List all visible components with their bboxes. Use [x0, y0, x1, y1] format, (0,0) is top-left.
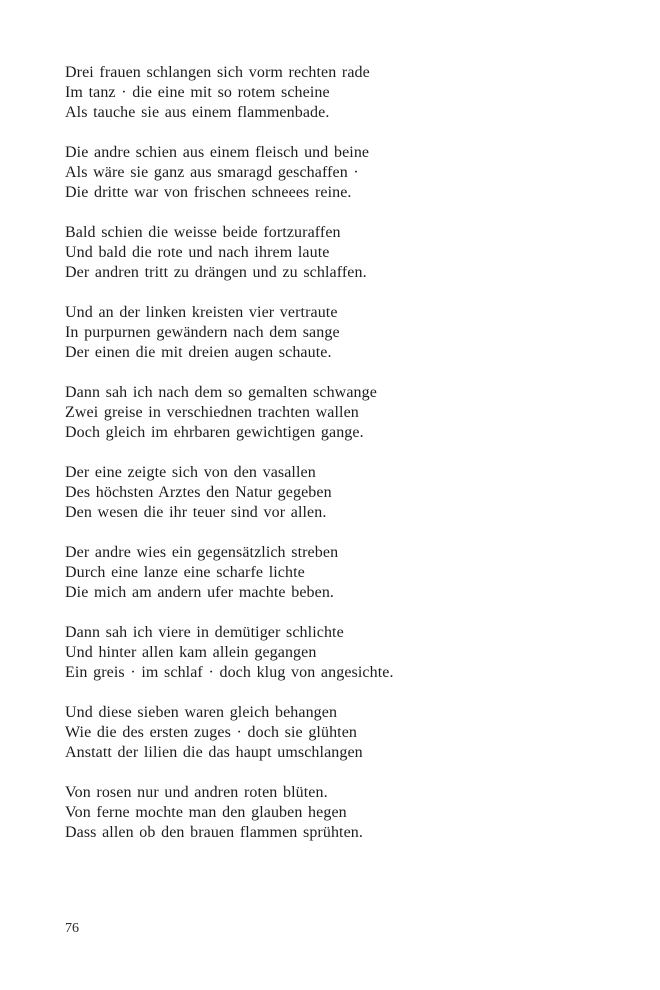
poem-line: Der eine zeigte sich von den vasallen	[65, 464, 316, 481]
poem-line: Als wäre sie ganz aus smaragd geschaffen ·	[65, 164, 359, 181]
poem-line: Dann sah ich nach dem so gemalten schwange	[65, 384, 377, 401]
poem-line: Die dritte war von frischen schneees reine.	[65, 184, 352, 201]
poem-stanza	[65, 783, 394, 843]
poem-line: Ein greis · im schlaf · doch klug von angesichte.	[65, 664, 394, 681]
poem-line: Wie die des ersten zuges · doch sie glühten	[65, 724, 358, 741]
poem-line: Von ferne mochte man den glauben hegen	[65, 804, 347, 821]
poem-line: Im tanz · die eine mit so rotem scheine	[65, 84, 330, 101]
poem-stanza	[65, 223, 394, 283]
poem	[65, 63, 394, 843]
poem-line: Als tauche sie aus einem flammenbade.	[65, 104, 330, 121]
poem-line: Durch eine lanze eine scharfe lichte	[65, 564, 305, 581]
poem-line: Anstatt der lilien die das haupt umschlangen	[65, 744, 363, 761]
poem-stanza	[65, 143, 394, 203]
poem-line: Die mich am andern ufer machte beben.	[65, 584, 335, 601]
poem-line: Der andre wies ein gegensätzlich streben	[65, 544, 339, 561]
poem-stanza	[65, 543, 394, 603]
poem-line: Von rosen nur und andren roten blüten.	[65, 784, 328, 801]
poem-line: In purpurnen gewändern nach dem sange	[65, 324, 340, 341]
poem-line: Und bald die rote und nach ihrem laute	[65, 244, 330, 261]
poem-line: Dass allen ob den brauen flammen sprühten.	[65, 824, 364, 841]
poem-line: Und an der linken kreisten vier vertraute	[65, 304, 338, 321]
poem-line: Bald schien die weisse beide fortzuraffen	[65, 224, 341, 241]
poem-line: Den wesen die ihr teuer sind vor allen.	[65, 504, 327, 521]
poem-line: Dann sah ich viere in demütiger schlichte	[65, 624, 344, 641]
poem-stanza	[65, 383, 394, 443]
poem-stanza	[65, 303, 394, 363]
poem-stanza	[65, 63, 394, 123]
poem-line: Und hinter allen kam allein gegangen	[65, 644, 317, 661]
poem-stanza	[65, 703, 394, 763]
poem-stanza	[65, 463, 394, 523]
poem-line: Und diese sieben waren gleich behangen	[65, 704, 338, 721]
poem-line: Der andren tritt zu drängen und zu schlaffen.	[65, 264, 367, 281]
poem-line: Drei frauen schlangen sich vorm rechten rade	[65, 64, 370, 81]
poem-line: Zwei greise in verschiednen trachten wallen	[65, 404, 359, 421]
poem-stanza	[65, 623, 394, 683]
poem-line: Die andre schien aus einem fleisch und beine	[65, 144, 370, 161]
poem-line: Doch gleich im ehrbaren gewichtigen gange.	[65, 424, 364, 441]
page-number: 76	[65, 921, 79, 936]
poem-line: Der einen die mit dreien augen schaute.	[65, 344, 332, 361]
poem-line: Des höchsten Arztes den Natur gegeben	[65, 484, 332, 501]
